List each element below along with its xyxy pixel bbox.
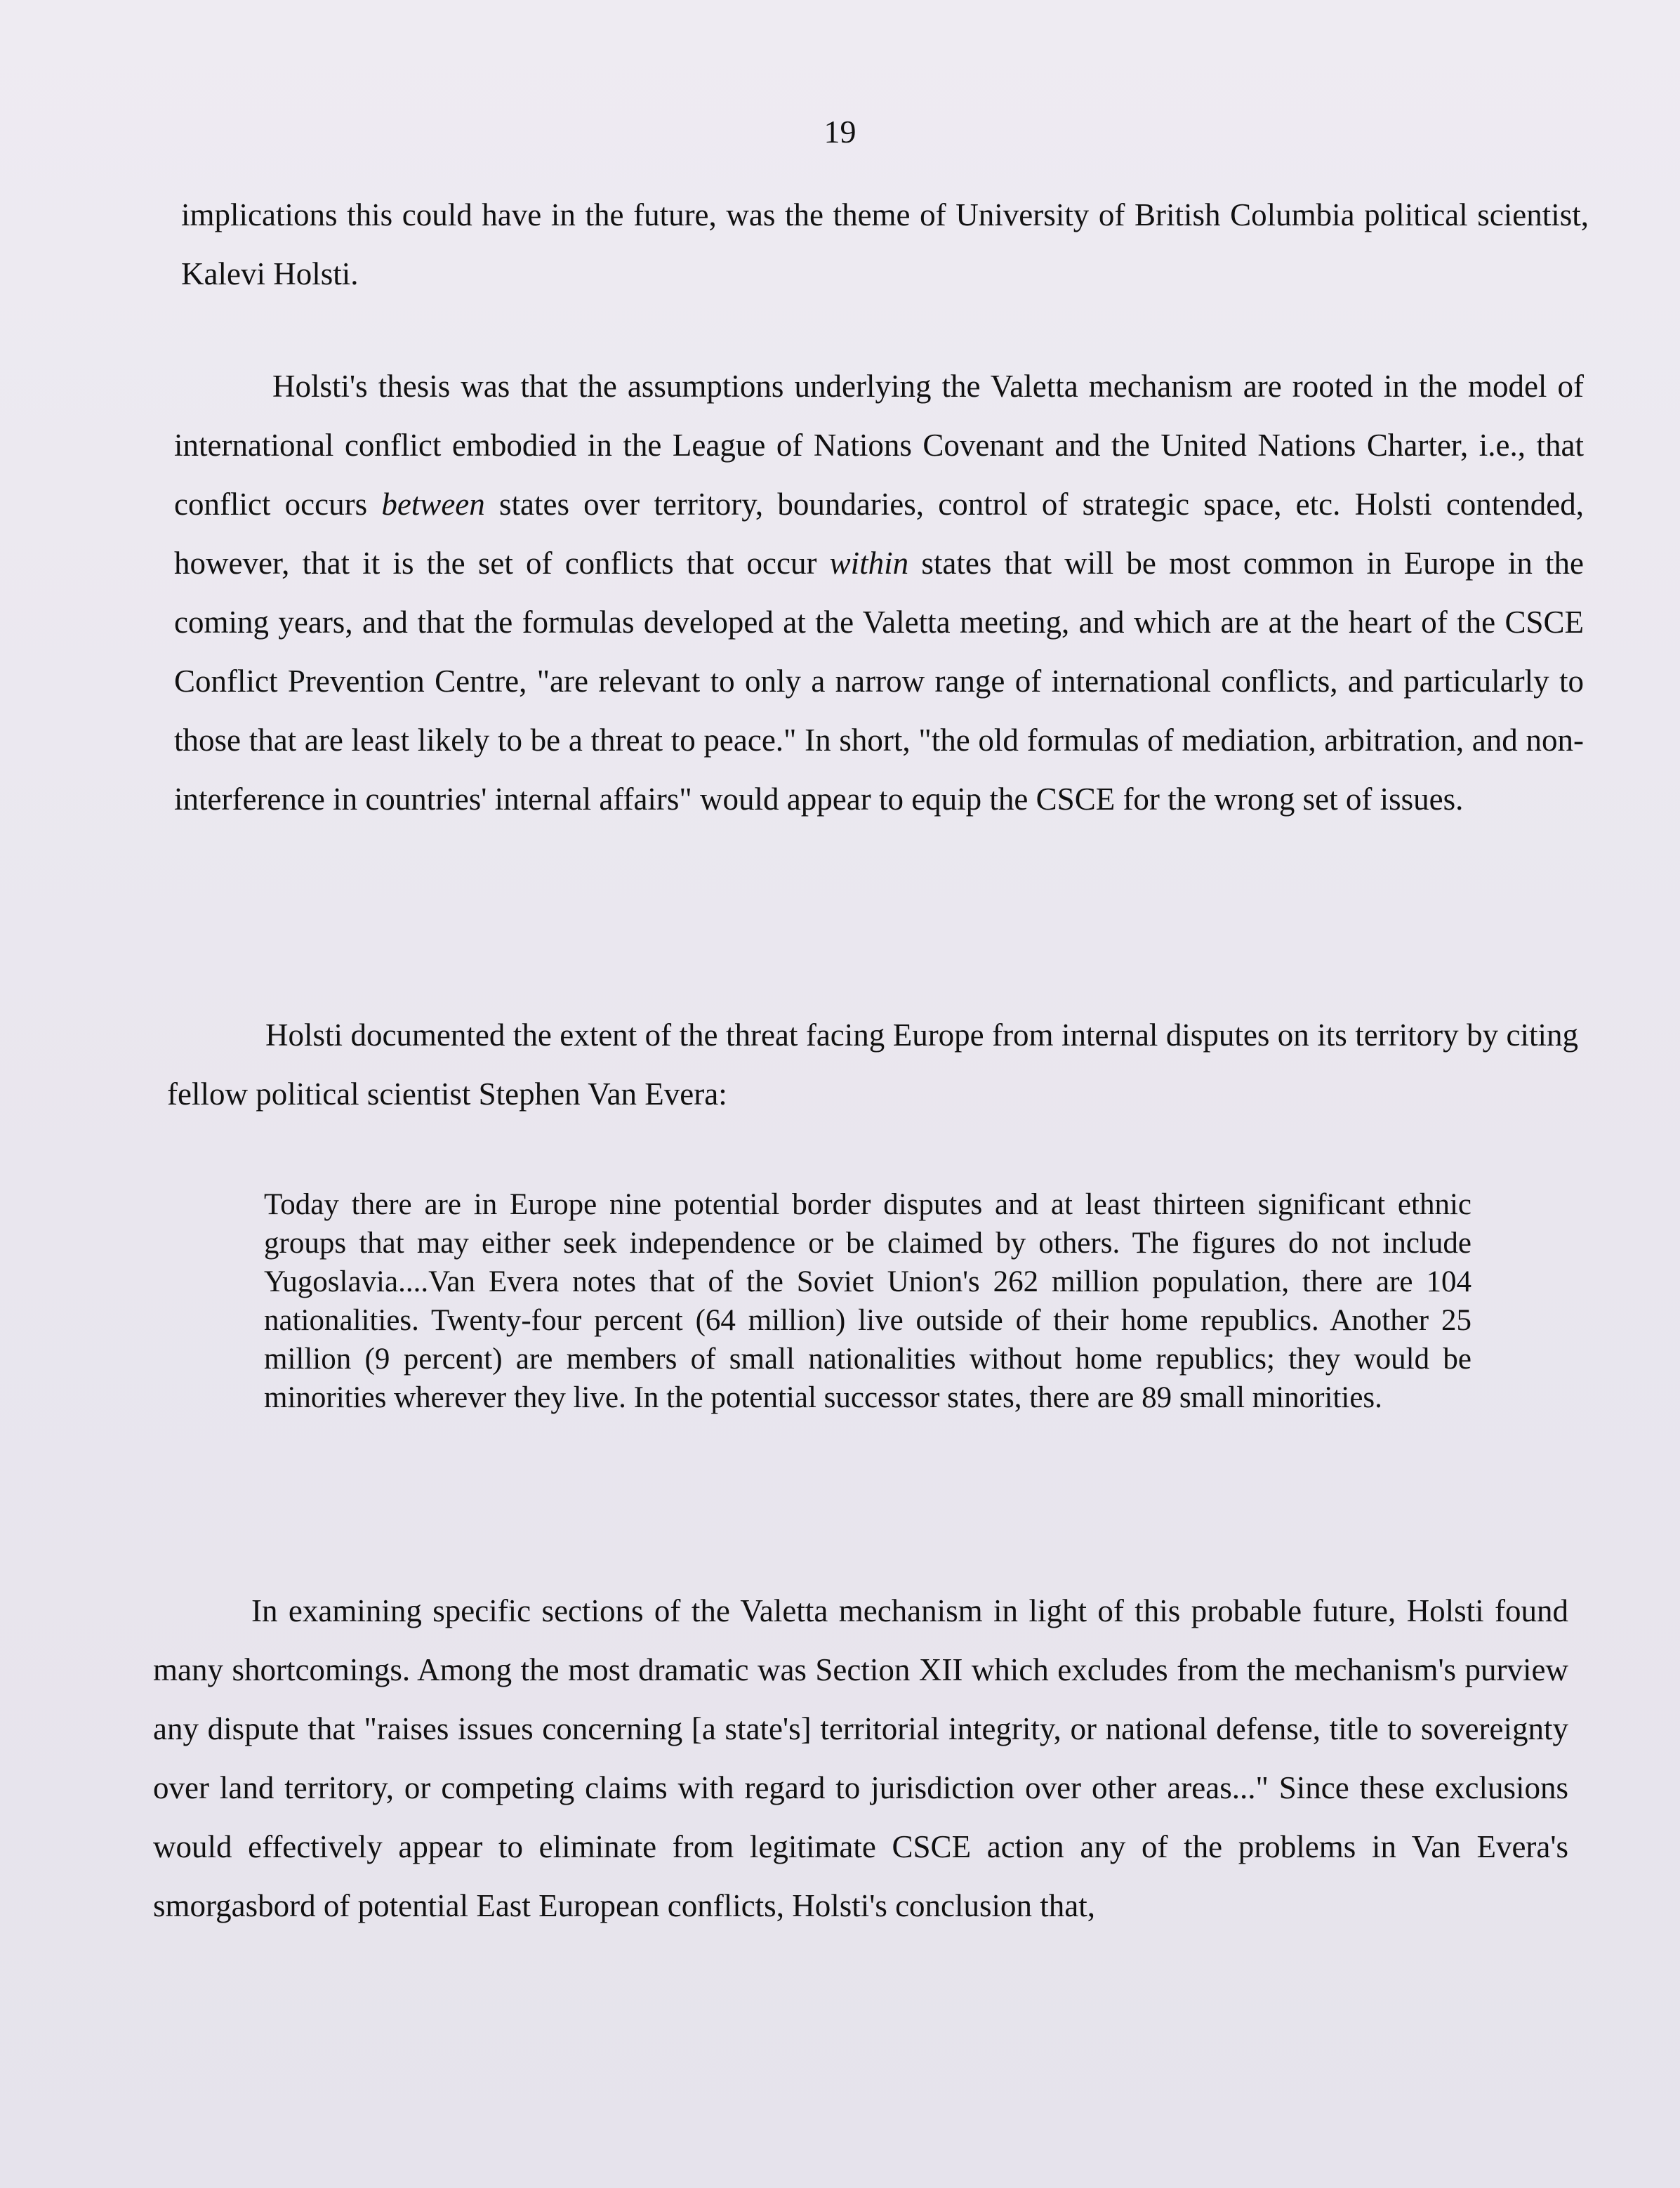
paragraph-section-xii — [153, 1581, 1568, 1935]
paragraph-text-part: states that will be most common in Europe in the coming years, and that the formulas developed at the Valetta meeting, and which are at the heart of the CSCE Conflict Prevention Centre, "are relevant to only a narrow range of international conflicts, and particularly to those that are least likely to be a threat to peace." In short, "the old formulas of mediation, arbitration, and non-interference in countries' internal affairs" would appear to equip the CSCE for the wrong set of issues. — [174, 546, 1585, 817]
paragraph-text: Holsti documented the extent of the threat facing Europe from internal disputes on its territory by citing fellow political scientist Stephen Van Evera: — [167, 1017, 1578, 1112]
paragraph-text-part: states over territory, boundaries, control of strategic space, etc. Holsti contended, however, that it is the set of conflicts that occur — [174, 487, 1584, 581]
quote-text: Today there are in Europe nine potential border disputes and at least thirteen significant ethnic groups that may either seek independence or be claimed by others. The figures do not include Yugoslavia....Van Evera notes that of the Soviet Union's 262 million population, there are 104 nationalities. Twenty-four percent (64 million) live outside of their home republics. Another 25 million (9 percent) are members of small nationalities without home republics; they would be minorities wherever they live. In the potential successor states, there are 89 small minorities. — [264, 1188, 1471, 1414]
emphasis-within: within — [829, 546, 909, 581]
paragraph-text: In examining specific sections of the Valetta mechanism in light of this probable future, Holsti found many shortcomings. Among the most dramatic was Section XII which excludes from the mechanism's purview any dispute that "raises issues concerning [a state's] territorial integrity, or national defense, title to sovereignty over land territory, or competing claims with regard to jurisdiction over other areas..." Since these exclusions would effectively appear to eliminate from legitimate CSCE action any of the problems in Van Evera's smorgasbord of potential East European conflicts, Holsti's conclusion that, — [153, 1593, 1568, 1923]
paragraph-intro-continuation — [181, 185, 1589, 303]
block-quote — [264, 1185, 1471, 1417]
paragraph-van-evera-intro — [167, 1006, 1578, 1123]
emphasis-between: between — [381, 487, 485, 522]
paragraph-text-part: Holsti's thesis was that the assumptions underlying the Valetta mechanism are rooted in the model of international conflict embodied in the League of Nations Covenant and the United Nations Charter, i.e., that conflict occurs — [174, 369, 1584, 522]
paragraph-holsti-thesis — [174, 357, 1584, 829]
paragraph-text: implications this could have in the future, was the theme of University of British Columbia political scientist, Kalevi Holsti. — [181, 197, 1589, 291]
page-number: 19 — [824, 114, 856, 150]
